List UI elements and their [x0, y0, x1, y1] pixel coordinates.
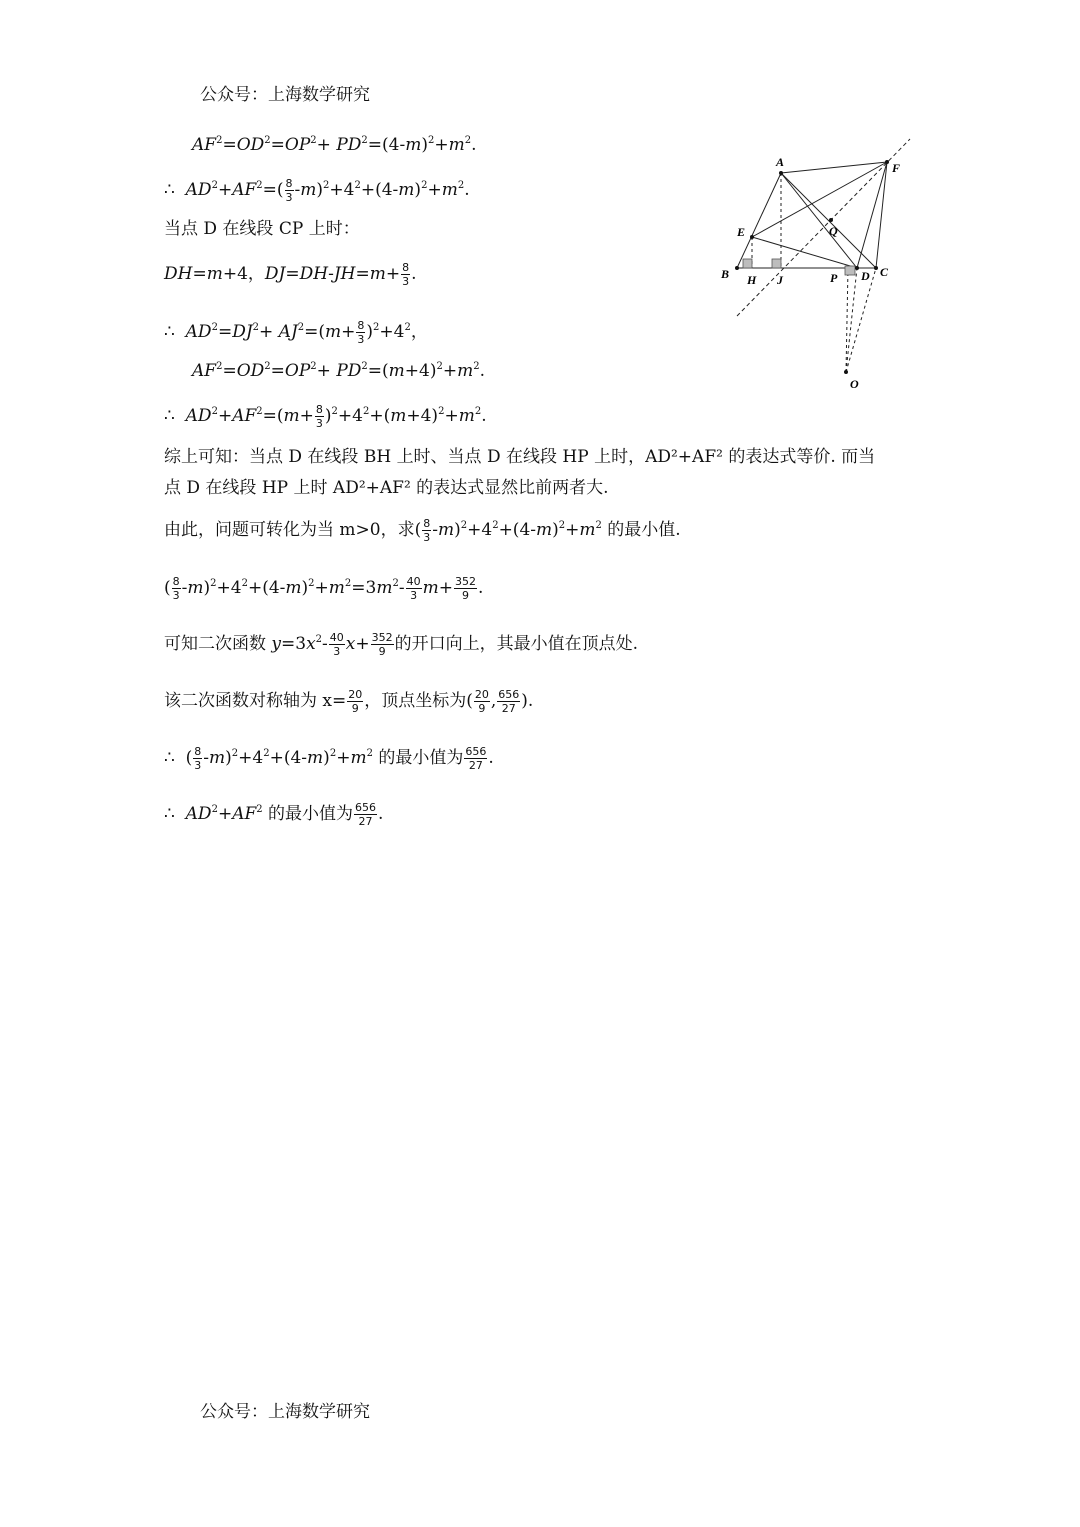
fraction-8-3: $\frac{8}{3}$	[172, 575, 180, 602]
fraction-8-3: $\frac{8}{3}$	[285, 177, 293, 204]
fraction-20-9: $\frac{20}{9}$	[474, 688, 489, 715]
right-angle-h	[743, 259, 752, 268]
quadratic-statement: 可知二次函数 $y=3x^2-$ $\frac{40}{3}$ x+ $\frac{352}{9}$ 的开口向上，其最小值在顶点处.	[164, 631, 639, 658]
fraction-656-27: $\frac{656}{27}$	[355, 801, 377, 828]
point-d	[855, 266, 859, 270]
label-b: B	[721, 267, 730, 281]
summary-line-1: 综上可知：当点 D 在线段 BH 上时、当点 D 在线段 HP 上时，AD²+AF² 的表达式等价. 而当	[164, 447, 876, 467]
point-q	[829, 218, 833, 222]
fraction-8-3: $\frac{8}{3}$	[357, 319, 365, 346]
therefore-symbol: ∴	[164, 748, 175, 768]
segment-fd	[857, 162, 887, 268]
label-c: C	[880, 265, 889, 279]
fraction-352-9: $\frac{352}{9}$	[371, 631, 393, 658]
label-h: H	[747, 273, 757, 287]
equation-sum-1: ∴ $AD^2+AF^2=$( $\frac{8}{3}$ $-m)^2+4^2+(4-m)^2+m^2$.	[164, 177, 470, 204]
point-b	[735, 266, 739, 270]
label-a: A	[776, 155, 785, 169]
segment-ad	[781, 173, 857, 268]
label-o: O	[850, 377, 859, 391]
point-o	[844, 370, 848, 374]
label-q: Q	[829, 224, 838, 238]
dashed-diagonal	[737, 139, 910, 316]
label-j: J	[777, 273, 783, 287]
page-header: 公众号：上海数学研究	[200, 85, 370, 105]
equation-af-squared-2: $AF^2=OD^2=OP^2+ PD^2=(m+4)^2+m^2$.	[192, 361, 486, 381]
label-d: D	[861, 269, 870, 283]
fraction-8-3: $\frac{8}{3}$	[402, 261, 410, 288]
therefore-symbol: ∴	[164, 406, 175, 426]
fraction-352-9: $\frac{352}{9}$	[454, 575, 476, 602]
right-angle-j	[772, 259, 781, 268]
point-f	[885, 160, 889, 164]
final-answer: ∴ $AD^2+AF^2$ 的最小值为 $\frac{656}{27}$ .	[164, 801, 384, 828]
label-f: F	[892, 161, 901, 175]
therefore-symbol: ∴	[164, 180, 175, 200]
fraction-656-27: $\frac{656}{27}$	[498, 688, 520, 715]
case-heading-cp: 当点 D 在线段 CP 上时：	[164, 219, 360, 239]
therefore-symbol: ∴	[164, 804, 175, 824]
equation-dh-dj: DH=m+4，DJ=DH-JH=m+ $\frac{8}{3}$ .	[164, 261, 417, 288]
fraction-8-3: $\frac{8}{3}$	[315, 403, 323, 430]
point-e	[750, 235, 754, 239]
dashed-od	[846, 268, 857, 372]
segment-ef	[752, 162, 887, 237]
segment-ab	[737, 173, 781, 268]
fraction-8-3: $\frac{8}{3}$	[194, 745, 202, 772]
fraction-20-9: $\frac{20}{9}$	[348, 688, 363, 715]
right-angle-p	[845, 266, 855, 275]
fraction-656-27: $\frac{656}{27}$	[465, 745, 487, 772]
dashed-oc	[846, 268, 876, 372]
label-e: E	[737, 225, 746, 239]
point-a	[779, 171, 783, 175]
segment-fc	[876, 162, 887, 268]
segment-ed	[752, 237, 857, 268]
fraction-40-3: $\frac{40}{3}$	[406, 575, 421, 602]
therefore-symbol: ∴	[164, 322, 175, 342]
summary-paragraph	[164, 442, 924, 504]
dashed-op	[846, 268, 848, 372]
fraction-8-3: $\frac{8}{3}$	[423, 517, 431, 544]
equation-af-squared-1: $AF^2=OD^2=OP^2+ PD^2=(4-m)^2+m^2$.	[192, 135, 477, 155]
geometry-figure	[700, 130, 930, 400]
summary-line-2: 点 D 在线段 HP 上时 AD²+AF² 的表达式显然比前两者大.	[164, 478, 609, 498]
label-p: P	[830, 271, 838, 285]
page-footer: 公众号：上海数学研究	[200, 1402, 370, 1422]
equation-expansion: ( $\frac{8}{3}$ $-m)^2+4^2+(4-m)^2+m^2=3m^2-$ $\frac{40}{3}$ m+ $\frac{352}{9}$ .	[164, 575, 484, 602]
fraction-40-3: $\frac{40}{3}$	[329, 631, 344, 658]
segment-ac	[781, 173, 876, 268]
point-c	[874, 266, 878, 270]
axis-and-vertex: 该二次函数对称轴为 x= $\frac{20}{9}$ ，顶点坐标为( $\frac{20}{9}$ , $\frac{656}{27}$ ).	[164, 688, 534, 715]
equation-sum-2: ∴ $AD^2+AF^2=(m+$ $\frac{8}{3}$ )$^2+4^2+(m+4)^2+m^2$.	[164, 403, 487, 430]
equation-ad-squared: ∴ $AD^2=DJ^2+ AJ^2=(m+$ $\frac{8}{3}$ )$^2+4^2$，	[164, 319, 428, 346]
minimum-expression: ∴ ( $\frac{8}{3}$ $-m)^2+4^2+(4-m)^2+m^2$ 的最小值为 $\frac{656}{27}$ .	[164, 745, 494, 772]
problem-conversion: 由此，问题可转化为当 m>0，求( $\frac{8}{3}$ $-m)^2+4^2+(4-m)^2+m^2$ 的最小值.	[164, 517, 681, 544]
